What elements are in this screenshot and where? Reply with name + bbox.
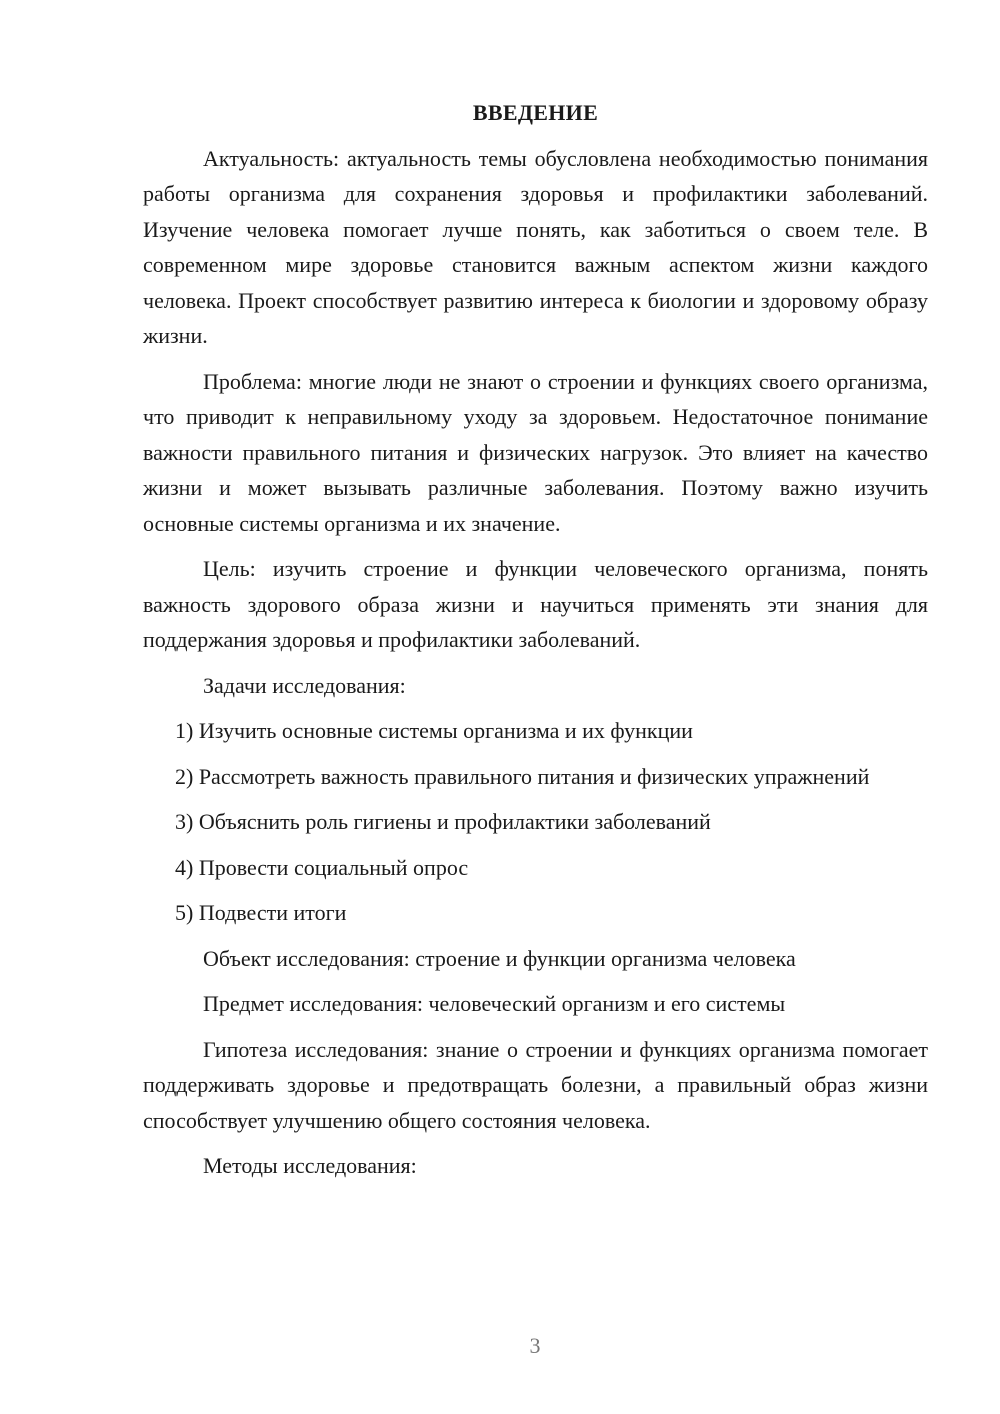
- page-title: ВВЕДЕНИЕ: [472, 100, 599, 125]
- goal-paragraph: Цель: изучить строение и функции человеческого организма, понять важность здорового образа жизни и научиться применять эти знания для поддержания здоровья и профилактики заболеваний.: [143, 556, 928, 652]
- research-object: Объект исследования: строение и функции организма человека: [203, 945, 796, 971]
- relevance-paragraph: Актуальность: актуальность темы обусловлена необходимостью понимания работы организма для сохранения здоровья и профилактики заболеваний. Изучение человека помогает лучше понять, как заботиться о своем теле. В современном мире здоровье становится важным аспектом жизни каждого человека. Проект способствует развитию интереса к биологии и здоровому образу жизни.: [143, 145, 928, 348]
- task-item: 3) Объяснить роль гигиены и профилактики заболеваний: [175, 809, 711, 834]
- research-subject: Предмет исследования: человеческий организм и его системы: [203, 991, 786, 1016]
- methods-heading: Методы исследования:: [203, 1153, 417, 1178]
- task-item: 5) Подвести итоги: [175, 900, 347, 925]
- document-page: [143, 95, 928, 1194]
- task-item: 2) Рассмотреть важность правильного питания и физических упражнений: [175, 763, 870, 789]
- tasks-heading: Задачи исследования:: [203, 672, 406, 698]
- hypothesis-paragraph: Гипотеза исследования: знание о строении и функциях организма помогает поддерживать здоровье и предотвращать болезни, а правильный образ жизни способствует улучшению общего состояния человека.: [143, 1036, 928, 1133]
- page-number: 3: [529, 1333, 541, 1358]
- task-item: 4) Провести социальный опрос: [175, 854, 469, 880]
- problem-paragraph: Проблема: многие люди не знают о строении и функциях своего организма, что приводит к неправильному уходу за здоровьем. Недостаточное понимание важности правильного питания и физических нагрузок. Это влияет на качество жизни и может вызывать различные заболевания. Поэтому важно изучить основные системы организма и их значение.: [143, 368, 928, 536]
- task-item: 1) Изучить основные системы организма и их функции: [175, 718, 693, 743]
